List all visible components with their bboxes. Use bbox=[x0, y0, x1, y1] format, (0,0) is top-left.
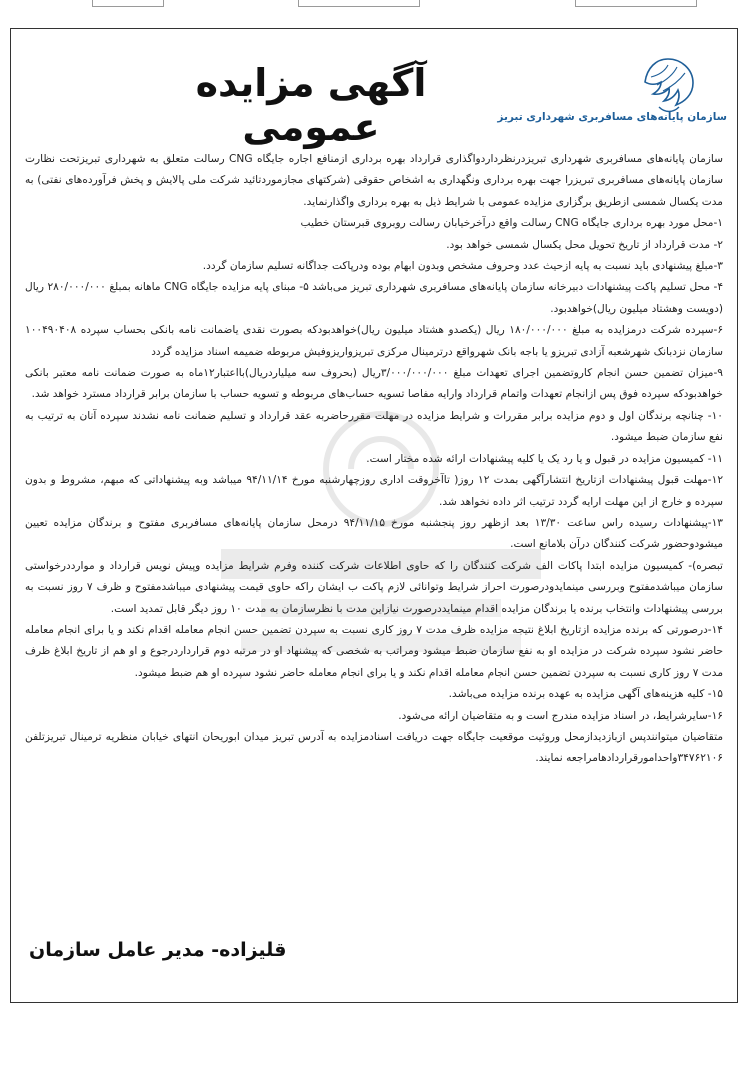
notice-clause-9: ۹-میزان تضمین حسن انجام کاروتضمین اجرای تعهدات مبلغ ۳/۰۰۰/۰۰۰/۰۰۰ریال (بحروف سه میلیاردریال)بااعتبار۱۲ماه به صورت ضمانت نامه معتبر بانکی خواهدبودکه سپرده فوق پس ازانجام تعهدات واتمام قرارداد وارایه مفاصا تسویه حساب‌های مربوطه و تسویه حساب با سازمان برابر قرارداد مسترد خواهد شد. bbox=[25, 367, 723, 401]
top-frame-stub-center bbox=[298, 0, 420, 7]
notice-body bbox=[25, 149, 723, 770]
notice-clause-10: ۱۰- چنانچه برندگان اول و دوم مزایده برابر مقررات و شرایط مزایده در مهلت مقررحاضربه عقد قرارداد و تسلیم ضمانت نامه نشدند سپرده آنان به ترتیب به نفع سازمان ضبط میشود. bbox=[25, 409, 723, 444]
notice-clause-13: ۱۳-پیشنهادات رسیده راس ساعت ۱۳/۳۰ بعد ازظهر روز پنجشنبه مورخ ۹۴/۱۱/۱۵ درمحل سازمان پایانه‌های مسافربری مفتوح و برندگان مزایده تعیین میشودوحضور شرکت کنندگان درآن بلامانع است. bbox=[25, 516, 723, 551]
municipality-logo-icon bbox=[637, 55, 699, 117]
notice-contact: متقاضیان میتوانندپس ازبازدیدازمحل وروئیت موقعیت جایگاه جهت دریافت اسنادمزایده به آدرس تبریز میدان ابوریحان انتهای خیابان منظریه ترمینال تبریزتلفن ۳۴۷۶۲۱۰۶واحدامورقراردادهامراجعه نمایند. bbox=[25, 730, 723, 765]
notice-title: آگهی مزایده عمومی bbox=[195, 61, 427, 149]
notice-clause-15: ۱۵- کلیه هزینه‌های آگهی مزایده به عهده برنده مزایده می‌باشد. bbox=[448, 688, 723, 701]
notice-clause-12: ۱۲-مهلت قبول پیشنهادات ازتاریخ انتشارآگهی بمدت ۱۲ روز( تاآخروقت اداری روزچهارشنبه مورخ ۹۴/۱۱/۱۴ میباشد وبه پیشنهاداتی که مبهم، مشروط و بدون سپرده و خارج از این مهلت ارایه گردد ترتیب اثر داده نخواهد شد. bbox=[25, 474, 724, 508]
notice-clause-6: ۶-سپرده شرکت درمزایده به مبلغ ۱۸۰/۰۰۰/۰۰۰ ریال (یکصدو هشتاد میلیون ریال)خواهدبودکه بصورت نقدی یاضمانت نامه بانکی بحساب سپرده ۱۰۰۴۹۰۴۰۸ سازمان نزدبانک شهرشعبه آزادی تبریزو یا باجه بانک شهرواقع درترمینال مرکزی تبریزواریزوفیش مربوطه ضمیمه اسناد مزایده گردد bbox=[25, 324, 724, 358]
notice-clause-14: ۱۴-درصورتی که برنده مزایده ازتاریخ ابلاغ نتیجه مزایده ظرف مدت ۷ روز کاری نسبت به سپردن تضمین حسن انجام معامله اقدام نکند و یا برای انجام معامله حاضر نشود سپرده شرکت در مزایده او به نفع سازمان ضبط میشود ومراتب به شخصی که پیشنهاد او در مرتبه دوم قرارداردرجوع و او هم از تاریخ ابلاغ ظرف مدت ۷ روز کاری نسبت به سپردن تضمین حسن انجام معامله اقدام نکند و یا برای انجام معامله حاضر نشود سپرده او هم ضبط میشود. bbox=[25, 623, 723, 679]
notice-clause-1: ۱-محل مورد بهره برداری جایگاه CNG رسالت واقع درآخرخیابان رسالت روبروی قبرستان خطیب bbox=[300, 217, 723, 230]
organization-name: سازمان پایانه‌های مسافربری شهرداری تبریز bbox=[497, 111, 727, 123]
notice-clause-4-5: ۴- محل تسلیم پاکت پیشنهادات دبیرخانه سازمان پایانه‌های مسافربری شهرداری تبریز می‌باشد ۵- مبنای پایه مزایده جایگاه CNG ماهانه بمبلغ ۲۸۰/۰۰۰/۰۰۰ ریال (دویست وهشتاد میلیون ریال)خواهدبود. bbox=[25, 281, 724, 315]
notice-clause-11: ۱۱- کمیسیون مزایده در قبول و یا رد یک یا کلیه پیشنهادات ارائه شده مختار است. bbox=[366, 452, 723, 465]
notice-intro: سازمان پایانه‌های مسافربری شهرداری تبریزدرنظرداردواگذاری قرارداد بهره برداری ازمنافع اجاره جایگاه CNG رسالت متعلق به شهرداری تبریزتحت نظارت سازمان پایانه‌های مسافربری تبریزرا جهت بهره برداری ونگهداری به اشخاص حقوقی (شرکتهای مجازموردتائید شرکت ملی پالایش و پخش فرآورده‌های نفتی) به مدت یکسال شمسی ازطریق برگزاری مزایده عمومی با شرایط ذیل به بهره برداری واگذارنماید. bbox=[25, 153, 724, 208]
top-frame-stub-left bbox=[92, 0, 164, 7]
notice-clause-16: ۱۶-سایرشرایط، در اسناد مزایده مندرج است و به متقاضیان ارائه می‌شود. bbox=[398, 709, 723, 722]
top-frame-stub-right bbox=[575, 0, 697, 7]
notice-header bbox=[11, 29, 737, 149]
notice-clause-2: ۲- مدت قرارداد از تاریخ تحویل محل یکسال شمسی خواهد بود. bbox=[446, 238, 723, 251]
signature: قلیزاده- مدیر عامل سازمان bbox=[29, 939, 287, 961]
notice-note: تبصره)- کمیسیون مزایده ابتدا پاکات الف شرکت کنندگان را که حاوی اطلاعات شرکت کننده وفرم شرایط مزایده وپیش نویس قرارداد و موارددرخواستی سازمان میباشدمفتوح وبررسی مینمایدودرصورت احراز شرایط وتوانائی لازم پاکت ب ایشان راکه حاوی قیمت پیشنهادی میباشدمفتوح و ظرف ۷ روز نسبت به بررسی پیشنهادات وانتخاب برنده یا برندگان مزایده اقدام مینمایددرصورت نیازاین مدت با نظرسازمان به مدت ۱۰ روز دیگر قابل تمدید است. bbox=[25, 559, 723, 615]
notice-frame bbox=[10, 28, 738, 1003]
notice-clause-3: ۳-مبلغ پیشنهادی باید نسبت به پایه ازحیث عدد وحروف مشخص وبدون ابهام بوده ودرپاکت جداگانه تسلیم سازمان گردد. bbox=[202, 260, 723, 273]
